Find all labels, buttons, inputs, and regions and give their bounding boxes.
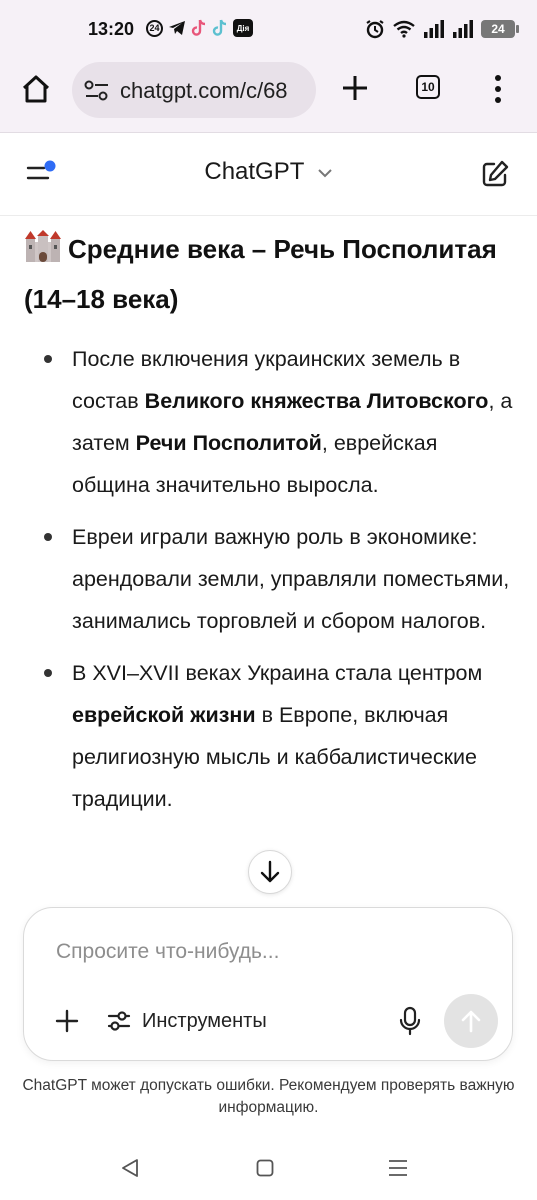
address-bar[interactable]	[72, 62, 316, 118]
home-button[interactable]	[18, 71, 54, 107]
tiktok-icon	[212, 19, 228, 37]
bullet-icon	[44, 355, 52, 363]
voice-input-button[interactable]	[398, 1006, 422, 1036]
section-heading-text: Средние века – Речь Посполитая (14–18 века)	[24, 234, 497, 314]
list-item-text: В XVI–XVII веках Украина стала центром	[72, 661, 483, 685]
arrow-up-icon	[460, 1009, 482, 1033]
microphone-icon	[398, 1006, 422, 1036]
list-item-bold-text: еврейской жизни	[72, 703, 256, 727]
disclaimer-text: ChatGPT может допускать ошибки. Рекомендуем проверять важную информацию.	[22, 1077, 515, 1116]
tiktok-icon	[191, 19, 207, 37]
list-item-bold-text: Речи Посполитой	[135, 431, 322, 455]
tab-switcher-button[interactable]: 10	[416, 75, 440, 99]
list-item-text: Евреи играли важную роль в экономике: арендовали земли, управляли поместьями, занимались торговлей и сбором налогов.	[72, 525, 510, 633]
system-navigation-bar	[0, 1140, 537, 1200]
chevron-down-icon	[317, 168, 333, 178]
list-item	[0, 338, 537, 506]
status-bar	[0, 0, 537, 58]
section-heading	[24, 224, 514, 324]
status-time: 13:20	[88, 19, 135, 39]
chat-message	[0, 216, 537, 906]
new-chat-button[interactable]	[480, 159, 510, 189]
tools-button[interactable]	[106, 1006, 267, 1036]
bullet-icon	[44, 533, 52, 541]
app-title: ChatGPT	[204, 158, 304, 185]
telegram-icon	[168, 20, 186, 36]
back-icon[interactable]	[120, 1158, 140, 1178]
browser-menu-button[interactable]	[488, 72, 508, 106]
new-tab-button[interactable]	[338, 71, 372, 105]
tools-label: Инструменты	[142, 1009, 267, 1032]
plus-icon	[54, 1008, 80, 1034]
home-square-icon[interactable]	[256, 1159, 274, 1177]
castle-icon	[24, 230, 62, 262]
model-selector[interactable]	[0, 158, 537, 186]
browser-toolbar	[0, 58, 537, 133]
scroll-down-button[interactable]	[248, 850, 292, 894]
message-composer	[23, 907, 513, 1061]
list-item-text: в Европе, включая религиозную мысль и каббалистические традиции.	[72, 703, 477, 811]
send-button[interactable]	[444, 994, 498, 1048]
wifi-icon	[392, 20, 416, 38]
alarm-icon	[365, 19, 385, 39]
signal-icon	[423, 20, 445, 38]
list-item-text: После включения украинских земель в состав	[72, 347, 461, 413]
system-icons	[365, 19, 515, 39]
more-vertical-icon	[488, 72, 508, 106]
plus-icon	[338, 71, 372, 105]
list-item-bold-text: Великого княжества Литовского	[144, 389, 489, 413]
notification-icons	[146, 19, 253, 37]
recent-apps-icon[interactable]	[388, 1158, 408, 1178]
notification-badge-icon: 24	[146, 20, 163, 37]
bullet-icon	[44, 669, 52, 677]
list-item	[0, 652, 537, 820]
battery-icon: 24	[481, 20, 515, 38]
attach-button[interactable]	[54, 1008, 80, 1034]
app-header	[0, 133, 537, 216]
list-item-text: , еврейская община значительно выросла.	[72, 431, 438, 497]
sliders-icon	[106, 1008, 132, 1034]
url-text[interactable]: chatgpt.com/c/68	[120, 78, 288, 103]
bullet-list	[0, 338, 537, 830]
arrow-down-icon	[259, 860, 281, 884]
dia-app-icon: Дія	[233, 19, 253, 37]
list-item-text: , а затем	[72, 389, 513, 455]
home-icon	[21, 75, 51, 103]
prompt-input[interactable]	[54, 936, 478, 968]
site-settings-icon[interactable]	[84, 80, 110, 102]
signal-icon	[452, 20, 474, 38]
list-item	[0, 516, 537, 642]
edit-icon	[480, 159, 510, 189]
